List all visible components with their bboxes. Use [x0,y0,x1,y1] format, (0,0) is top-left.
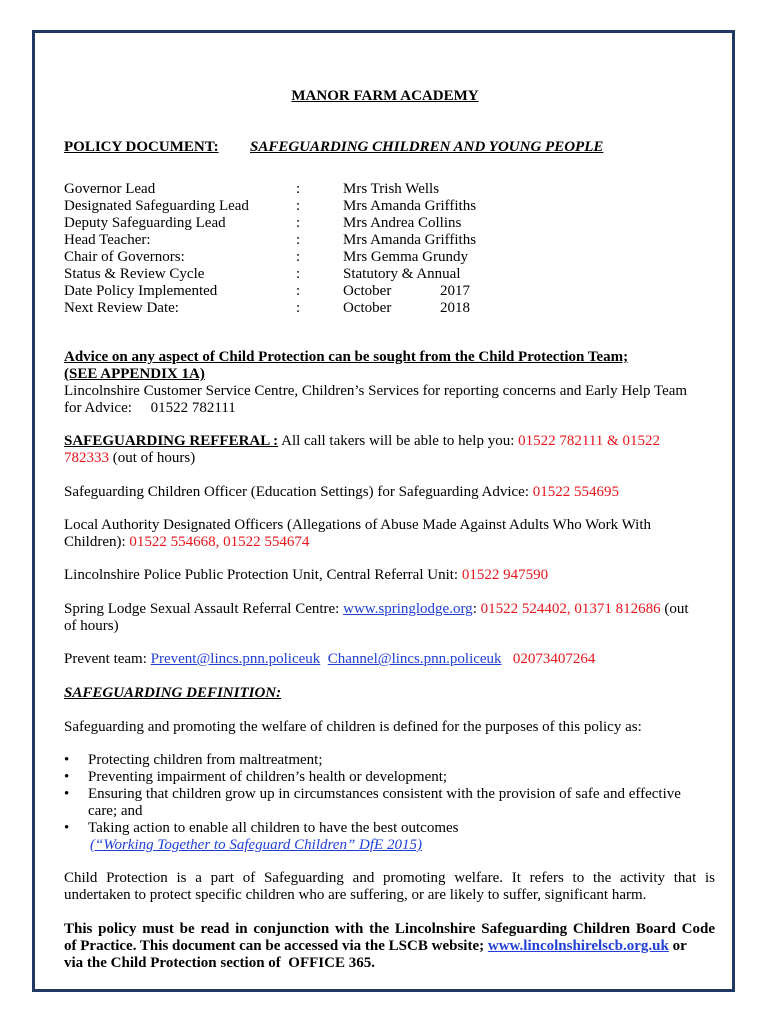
bullet-text: Protecting children from maltreatment; [88,752,323,768]
sco-paragraph [64,484,715,501]
role-value: Mrs Amanda Griffiths [343,232,477,248]
lado-line1: Local Authority Designated Officers (Allegations of Abuse Made Against Adults Who Work With [64,517,651,533]
bullet-marker: • [64,769,70,785]
role-label: Designated Safeguarding Lead [64,198,249,214]
final-line1: This policy must be read in conjunction with the Lincolnshire Safeguarding Children Board Code [64,921,715,937]
lado-line2 [64,534,715,551]
lccs-line2: for Advice: 01522 782111 [64,400,236,416]
bullet-text: Taking action to enable all children to have the best outcomes [88,820,459,836]
role-colon: : [296,249,301,265]
role-colon: : [296,266,301,282]
bullet-marker: • [64,786,70,802]
role-label: Date Policy Implemented [64,283,218,299]
role-colon: : [296,300,301,316]
prevent-email-link[interactable]: Prevent@lincs.pnn.policeuk [150,651,321,667]
spring-paragraph [64,601,715,618]
definition-intro: Safeguarding and promoting the welfare of children is defined for the purposes of this policy as: [64,719,642,735]
spring-link[interactable]: www.springlodge.org [343,601,473,617]
spring-suffix-cont: of hours) [64,618,119,634]
lccs-line1: Lincolnshire Customer Service Centre, Children’s Services for reporting concerns and Early Help Team [64,383,688,399]
final-prefix: of Practice. This document can be accessed via the LSCB website; [64,938,488,954]
cp-line1: Child Protection is a part of Safeguarding and promoting welfare. It refers to the activity that is [64,870,715,886]
role-label: Chair of Governors: [64,249,185,265]
document-title: MANOR FARM ACADEMY [291,88,479,104]
policy-label: POLICY DOCUMENT: [64,139,219,155]
bullet-marker: • [64,752,70,768]
role-label: Deputy Safeguarding Lead [64,215,226,231]
spring-phones: 01522 524402, 01371 812686 [480,601,661,617]
role-row [64,232,664,249]
police-phone: 01522 947590 [461,567,549,583]
sco-phone: 01522 554695 [532,484,620,500]
role-colon: : [296,215,301,231]
referral-text: All call takers will be able to help you: [278,433,519,449]
policy-name: SAFEGUARDING CHILDREN AND YOUNG PEOPLE [250,139,604,155]
prevent-phone: 02073407264 [512,651,596,667]
police-text: Lincolnshire Police Public Protection Unit, Central Referral Unit: [64,567,462,583]
role-colon: : [296,198,301,214]
lscb-link[interactable]: www.lincolnshirelscb.org.uk [487,938,669,954]
citation-link[interactable]: (“Working Together to Safeguard Children” DfE 2015) [90,837,422,853]
role-label: Governor Lead [64,181,156,197]
bullet-text: Preventing impairment of children’s health or development; [88,769,448,785]
role-label: Next Review Date: [64,300,179,316]
referral-phone-cont: 782333 [64,450,109,466]
lado-phones: 01522 554668, 01522 554674 [129,534,310,550]
spring-suffix: (out [660,601,689,617]
role-value: Mrs Gemma Grundy [343,249,468,265]
role-row [64,181,664,198]
spring-text: Spring Lodge Sexual Assault Referral Centre: [64,601,344,617]
role-value: October [343,300,392,316]
role-colon: : [296,283,301,299]
role-row [64,283,664,300]
role-label: Status & Review Cycle [64,266,205,282]
role-row [64,300,664,317]
final-line3: via the Child Protection section of OFFICE 365. [64,955,375,971]
role-value: Mrs Trish Wells [343,181,440,197]
prevent-text: Prevent team: [64,651,151,667]
role-value: Mrs Amanda Griffiths [343,198,477,214]
referral-paragraph-cont [64,450,715,467]
lado-prefix: Children): [64,534,130,550]
bullet-text: Ensuring that children grow up in circumstances consistent with the provision of safe and effective [88,786,681,802]
referral-suffix: (out of hours) [109,450,196,466]
advice-appendix: (SEE APPENDIX 1A) [64,366,205,382]
referral-phone: 01522 782111 & 01522 [518,433,660,449]
police-paragraph [64,567,715,584]
role-value: October [343,283,392,299]
role-row [64,198,664,215]
role-year: 2017 [440,283,470,299]
role-row [64,266,664,283]
role-value: Mrs Andrea Collins [343,215,462,231]
bullet-text-cont: care; and [88,803,143,819]
spring-colon: : [472,601,481,617]
cp-line2: undertaken to protect specific children who are suffering, or are likely to suffer, significant harm. [64,887,647,903]
prevent-paragraph [64,651,715,668]
role-colon: : [296,181,301,197]
role-colon: : [296,232,301,248]
sco-text: Safeguarding Children Officer (Education Settings) for Safeguarding Advice: [64,484,533,500]
channel-email-link[interactable]: Channel@lincs.pnn.policeuk [327,651,502,667]
role-row [64,249,664,266]
role-label: Head Teacher: [64,232,151,248]
role-year: 2018 [440,300,470,316]
final-suffix: or [668,938,687,954]
advice-heading: Advice on any aspect of Child Protection can be sought from the Child Protection Team; [64,349,629,365]
definition-heading: SAFEGUARDING DEFINITION: [64,685,282,701]
referral-label: SAFEGUARDING REFFERAL : [64,433,279,449]
role-value: Statutory & Annual [343,266,461,282]
referral-paragraph [64,433,715,450]
bullet-marker: • [64,820,70,836]
role-row [64,215,664,232]
final-line2 [64,938,715,955]
